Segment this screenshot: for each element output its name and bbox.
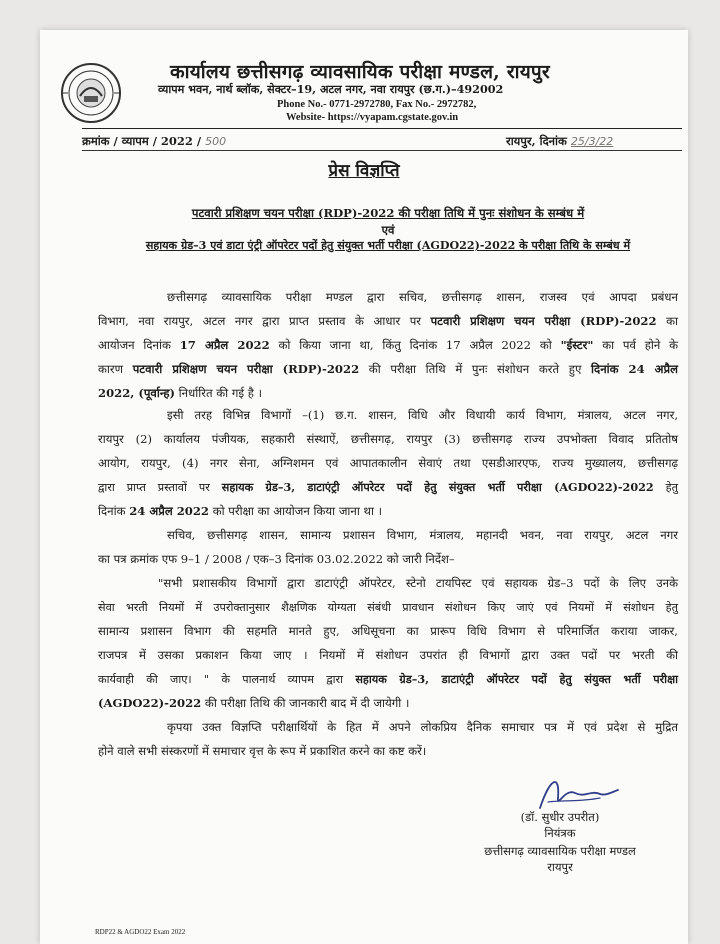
para1-line: विभाग, नवा रायपुर, अटल नगर द्वारा प्राप्त प्रस्ताव के आधार पर पटवारी प्रशिक्षण चयन परीक्षा (RDP)-2022 का — [98, 314, 678, 328]
document-page — [40, 30, 688, 944]
para5-line: कृपया उक्त विज्ञप्ति परीक्षार्थियों के हित में अपने लोकप्रिय दैनिक समाचार पत्र में एवं प्रदेश से मुद्रित — [167, 720, 678, 734]
signatory-office: छत्तीसगढ़ व्यावसायिक परीक्षा मण्डल — [484, 844, 636, 858]
vyapam-seal-icon — [60, 62, 122, 124]
para1-line: कारण पटवारी प्रशिक्षण चयन परीक्षा (RDP)-2022 की परीक्षा तिथि में पुनः संशोधन करते हुए दिनांक 24 अप्रैल — [98, 362, 678, 376]
para5-line: होने वाले सभी संस्करणों में समाचार वृत्त के रूप में प्रकाशित करने का कष्ट करें। — [98, 744, 427, 758]
office-phone-fax: Phone No.- 0771-2972780, Fax No.- 2972782, — [277, 99, 477, 110]
para1-line: 2022, (पूर्वान्ह) निर्धारित की गई है । — [98, 386, 262, 400]
para4-line: राजपत्र में उसका प्रकाशन किया जाए । नियमों में संशोधन उपरांत ही विभागों द्वारा उक्त पदों पर भरती की — [98, 648, 678, 662]
para4-line: (AGDO22)-2022 की परीक्षा तिथि की जानकारी बाद में दी जायेगी । — [98, 696, 410, 710]
signatory-name: (डॉ. सुधीर उपरीत) — [520, 810, 600, 824]
office-website: Website- https://vyapam.cgstate.gov.in — [286, 112, 459, 123]
para3-line: सचिव, छत्तीसगढ़ शासन, सामान्य प्रशासन विभाग, मंत्रालय, महानदी भवन, नवा रायपुर, अटल नगर — [167, 528, 678, 542]
reference-number — [82, 134, 226, 149]
para4-line: सामान्य प्रशासन विभाग की सहमति मानते हुए, अधिसूचना का प्रारूप विधि विभाग से परिमार्जित कराया जाकर, — [98, 624, 678, 638]
para4-line: कार्यवाही की जाए। " के पालनार्थ व्यापम द्वारा सहायक ग्रेड–3, डाटाएंट्री ऑपरेटर पदों हेतु संयुक्त भर्ती परीक्षा — [98, 672, 678, 686]
signatory-designation: नियंत्रक — [544, 826, 576, 840]
press-release-heading — [40, 158, 688, 181]
document-footer: RDP22 & AGDO22 Exam 2022 — [95, 928, 186, 936]
signatory-city: रायपुर — [547, 860, 573, 874]
para1-line: आयोजन दिनांक 17 अप्रैल 2022 को किया जाना था, किंतु दिनांक 17 अप्रैल 2022 को "ईस्टर" का पर्व होने के — [98, 338, 679, 352]
para2-line: इसी तरह विभिन्न विभागों –(1) छ.ग. शासन, विधि और विधायी कार्य विभाग, मंत्रालय, अटल नगर, — [167, 408, 678, 422]
reference-handwritten-number: 500 — [205, 135, 227, 148]
header-divider — [82, 128, 682, 129]
subject-line-2: एवं — [381, 223, 395, 237]
press-release-title: प्रेस विज्ञप्ति — [328, 161, 400, 181]
para3-line: का पत्र क्रमांक एफ 9–1 / 2008 / एक–3 दिनांक 03.02.2022 को जारी निर्देश– — [98, 552, 455, 566]
handwritten-date: 25/3/22 — [570, 135, 614, 148]
para1-line: छत्तीसगढ़ व्यावसायिक परीक्षा मण्डल द्वारा सचिव, छत्तीसगढ़ शासन, राजस्व एवं आपदा प्रबंधन — [167, 290, 678, 304]
para2-line: रायपुर (2) कार्यालय पंजीयक, सहकारी संस्थाऐं, छत्तीसगढ़, रायपुर (3) छत्तीसगढ़ राज्य उपभोक्ता विवाद प्रतितोष — [98, 432, 678, 446]
para2-line: आयोग, रायपुर, (4) नगर सेना, अग्निशमन एवं आपातकालीन सेवाएं तथा एसडीआरएफ, राज्य मुख्यालय, छत्तीसगढ़ — [98, 456, 678, 470]
date-label: रायपुर, दिनांक — [506, 134, 567, 148]
subject-line-1: पटवारी प्रशिक्षण चयन परीक्षा (RDP)-2022 की परीक्षा तिथि में पुनः संशोधन के सम्बंध में — [191, 206, 585, 220]
reference-divider — [82, 150, 682, 151]
reference-label: क्रमांक / व्यापम / 2022 / — [82, 134, 202, 148]
reference-date — [506, 134, 613, 149]
para4-line: सेवा भरती नियमों में उपरोक्तानुसार शैक्षणिक योग्यता संबंधी प्रावधान संशोधन किए जाएं एवं नियमों में संशोधन हेतु — [98, 601, 678, 614]
office-title: कार्यालय छत्तीसगढ़ व्यावसायिक परीक्षा मण्डल, रायपुर — [170, 61, 550, 83]
para2-line: दिनांक 24 अप्रैल 2022 को परीक्षा का आयोजन किया जाना था । — [98, 504, 383, 518]
office-address: व्यापम भवन, नार्थ ब्लॉक, सेक्टर–19, अटल नगर, नवा रायपुर (छ.ग.)–492002 — [158, 82, 504, 96]
para4-line: "सभी प्रशासकीय विभागों द्वारा डाटाएंट्री ऑपरेटर, स्टेनो टायपिस्ट एवं सहायक ग्रेड–3 पदों के लिए उनके — [158, 576, 678, 590]
para2-line: द्वारा प्राप्त प्रस्तावों पर सहायक ग्रेड–3, डाटाएंट्री ऑपरेटर पदों हेतु संयुक्त भर्ती परीक्षा (AGDO22)-2022 हेतु — [98, 480, 678, 494]
subject-line-3: सहायक ग्रेड–3 एवं डाटा एंट्री ऑपरेटर पदों हेतु संयुक्त भर्ती परीक्षा (AGDO22)-2022 के परीक्षा तिथि के सम्बंध में — [145, 239, 631, 252]
